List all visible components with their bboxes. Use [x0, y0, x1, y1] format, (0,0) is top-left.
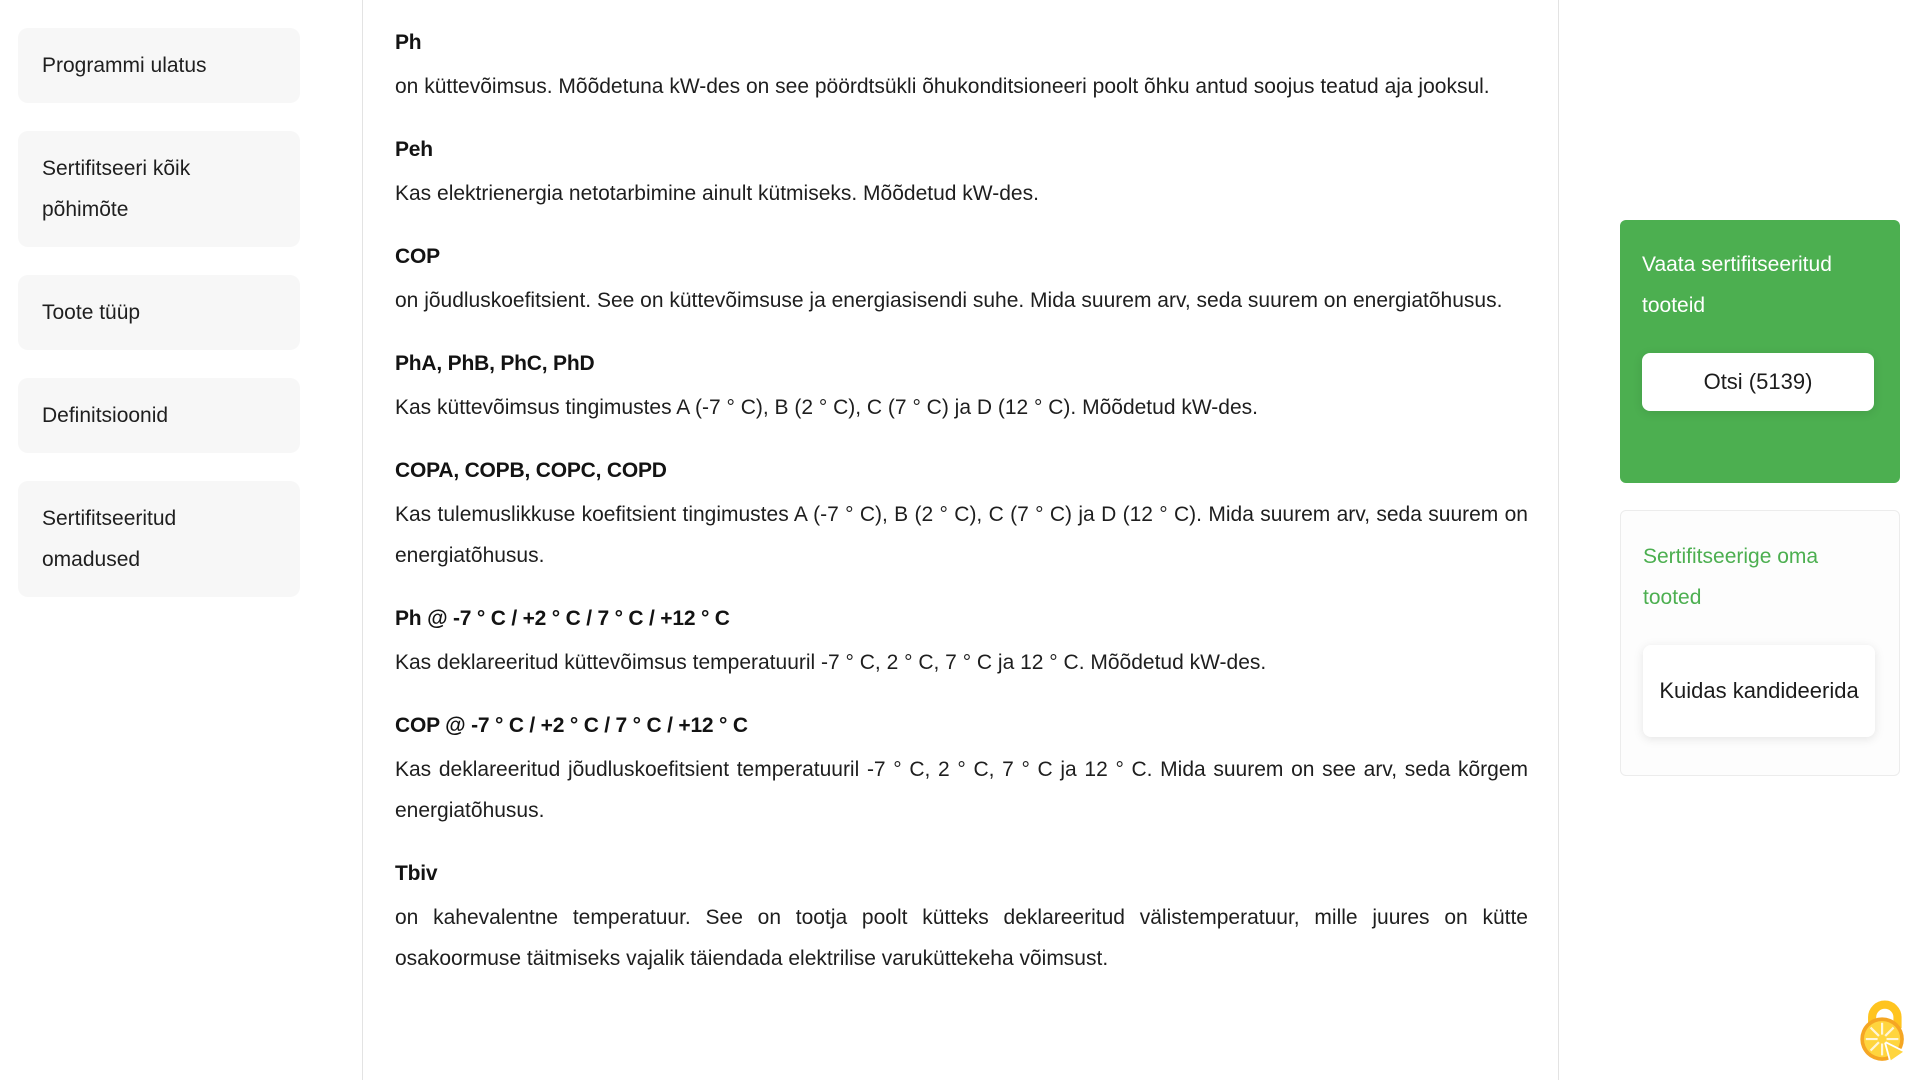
- how-to-apply-button[interactable]: Kuidas kandideerida: [1643, 645, 1875, 737]
- definition-description: on jõudluskoefitsient. See on küttevõimsuse ja energiasisendi suhe. Mida suurem arv, seda suurem on energiatõhusus.: [395, 289, 1503, 312]
- lemon-lock-icon[interactable]: [1854, 994, 1912, 1066]
- definition-term: COPA, COPB, COPC, COPD: [395, 459, 667, 482]
- definitions-content: [362, 0, 1559, 1080]
- sidebar: [18, 28, 300, 625]
- sidebar-item[interactable]: [18, 275, 300, 350]
- definition-term: COP: [395, 245, 440, 268]
- lemon-lock-svg: [1854, 994, 1912, 1066]
- definition-term: COP @ -7 ° C / +2 ° C / 7 ° C / +12 ° C: [395, 714, 748, 737]
- definition-section: [395, 458, 1528, 576]
- sidebar-item-label: Toote tüüp: [42, 301, 141, 324]
- sidebar-item-label: Sertifitseeritud omadused: [42, 507, 177, 571]
- definition-term: Ph: [395, 31, 422, 54]
- definition-section: [395, 861, 1528, 979]
- definition-description: Kas küttevõimsus tingimustes A (-7 ° C), B (2 ° C), C (7 ° C) ja D (12 ° C). Mõõdetud kW-des.: [395, 396, 1258, 419]
- definition-section: [395, 351, 1528, 428]
- definition-section: [395, 30, 1528, 107]
- definition-description: Kas elektrienergia netotarbimine ainult kütmiseks. Mõõdetud kW-des.: [395, 182, 1039, 205]
- definition-section: [395, 137, 1528, 214]
- definition-term: Peh: [395, 138, 433, 161]
- definition-term: Tbiv: [395, 862, 438, 885]
- apply-card-title: Sertifitseerige oma tooted: [1643, 545, 1819, 609]
- certified-products-card: [1620, 220, 1900, 483]
- search-certified-products-button[interactable]: Otsi (5139): [1642, 353, 1874, 411]
- definition-description: Kas tulemuslikkuse koefitsient tingimustes A (-7 ° C), B (2 ° C), C (7 ° C) ja D (12 ° C). Mida suurem arv, seda suurem on energiatõhusus.: [395, 503, 1528, 567]
- sidebar-item-label: Sertifitseeri kõik põhimõte: [42, 157, 191, 221]
- certified-products-title: Vaata sertifitseeritud tooteid: [1642, 253, 1832, 317]
- definition-section: [395, 606, 1528, 683]
- definition-description: Kas deklareeritud jõudluskoefitsient temperatuuril -7 ° C, 2 ° C, 7 ° C ja 12 ° C. Mida suurem on see arv, seda kõrgem energiatõhusus.: [395, 758, 1528, 822]
- definition-description: Kas deklareeritud küttevõimsus temperatuuril -7 ° C, 2 ° C, 7 ° C ja 12 ° C. Mõõdetud kW-des.: [395, 651, 1267, 674]
- definition-term: PhA, PhB, PhC, PhD: [395, 352, 595, 375]
- sidebar-item[interactable]: [18, 481, 300, 597]
- definition-description: on kahevalentne temperatuur. See on tootja poolt kütteks deklareeritud välistemperatuur, mille juures on kütte osakoormuse täitmiseks vajalik täiendada elektrilise varuküttekeha võimsust.: [395, 906, 1528, 970]
- apply-card: [1620, 510, 1900, 776]
- sidebar-item[interactable]: [18, 378, 300, 453]
- sidebar-item-label: Definitsioonid: [42, 404, 169, 427]
- definition-section: [395, 244, 1528, 321]
- sidebar-item-label: Programmi ulatus: [42, 54, 207, 77]
- sidebar-item[interactable]: [18, 131, 300, 247]
- definition-term: Ph @ -7 ° C / +2 ° C / 7 ° C / +12 ° C: [395, 607, 730, 630]
- definition-description: on küttevõimsus. Mõõdetuna kW-des on see pöördtsükli õhukonditsioneeri poolt õhku antud soojus teatud aja jooksul.: [395, 75, 1490, 98]
- sidebar-item[interactable]: [18, 28, 300, 103]
- definition-section: [395, 713, 1528, 831]
